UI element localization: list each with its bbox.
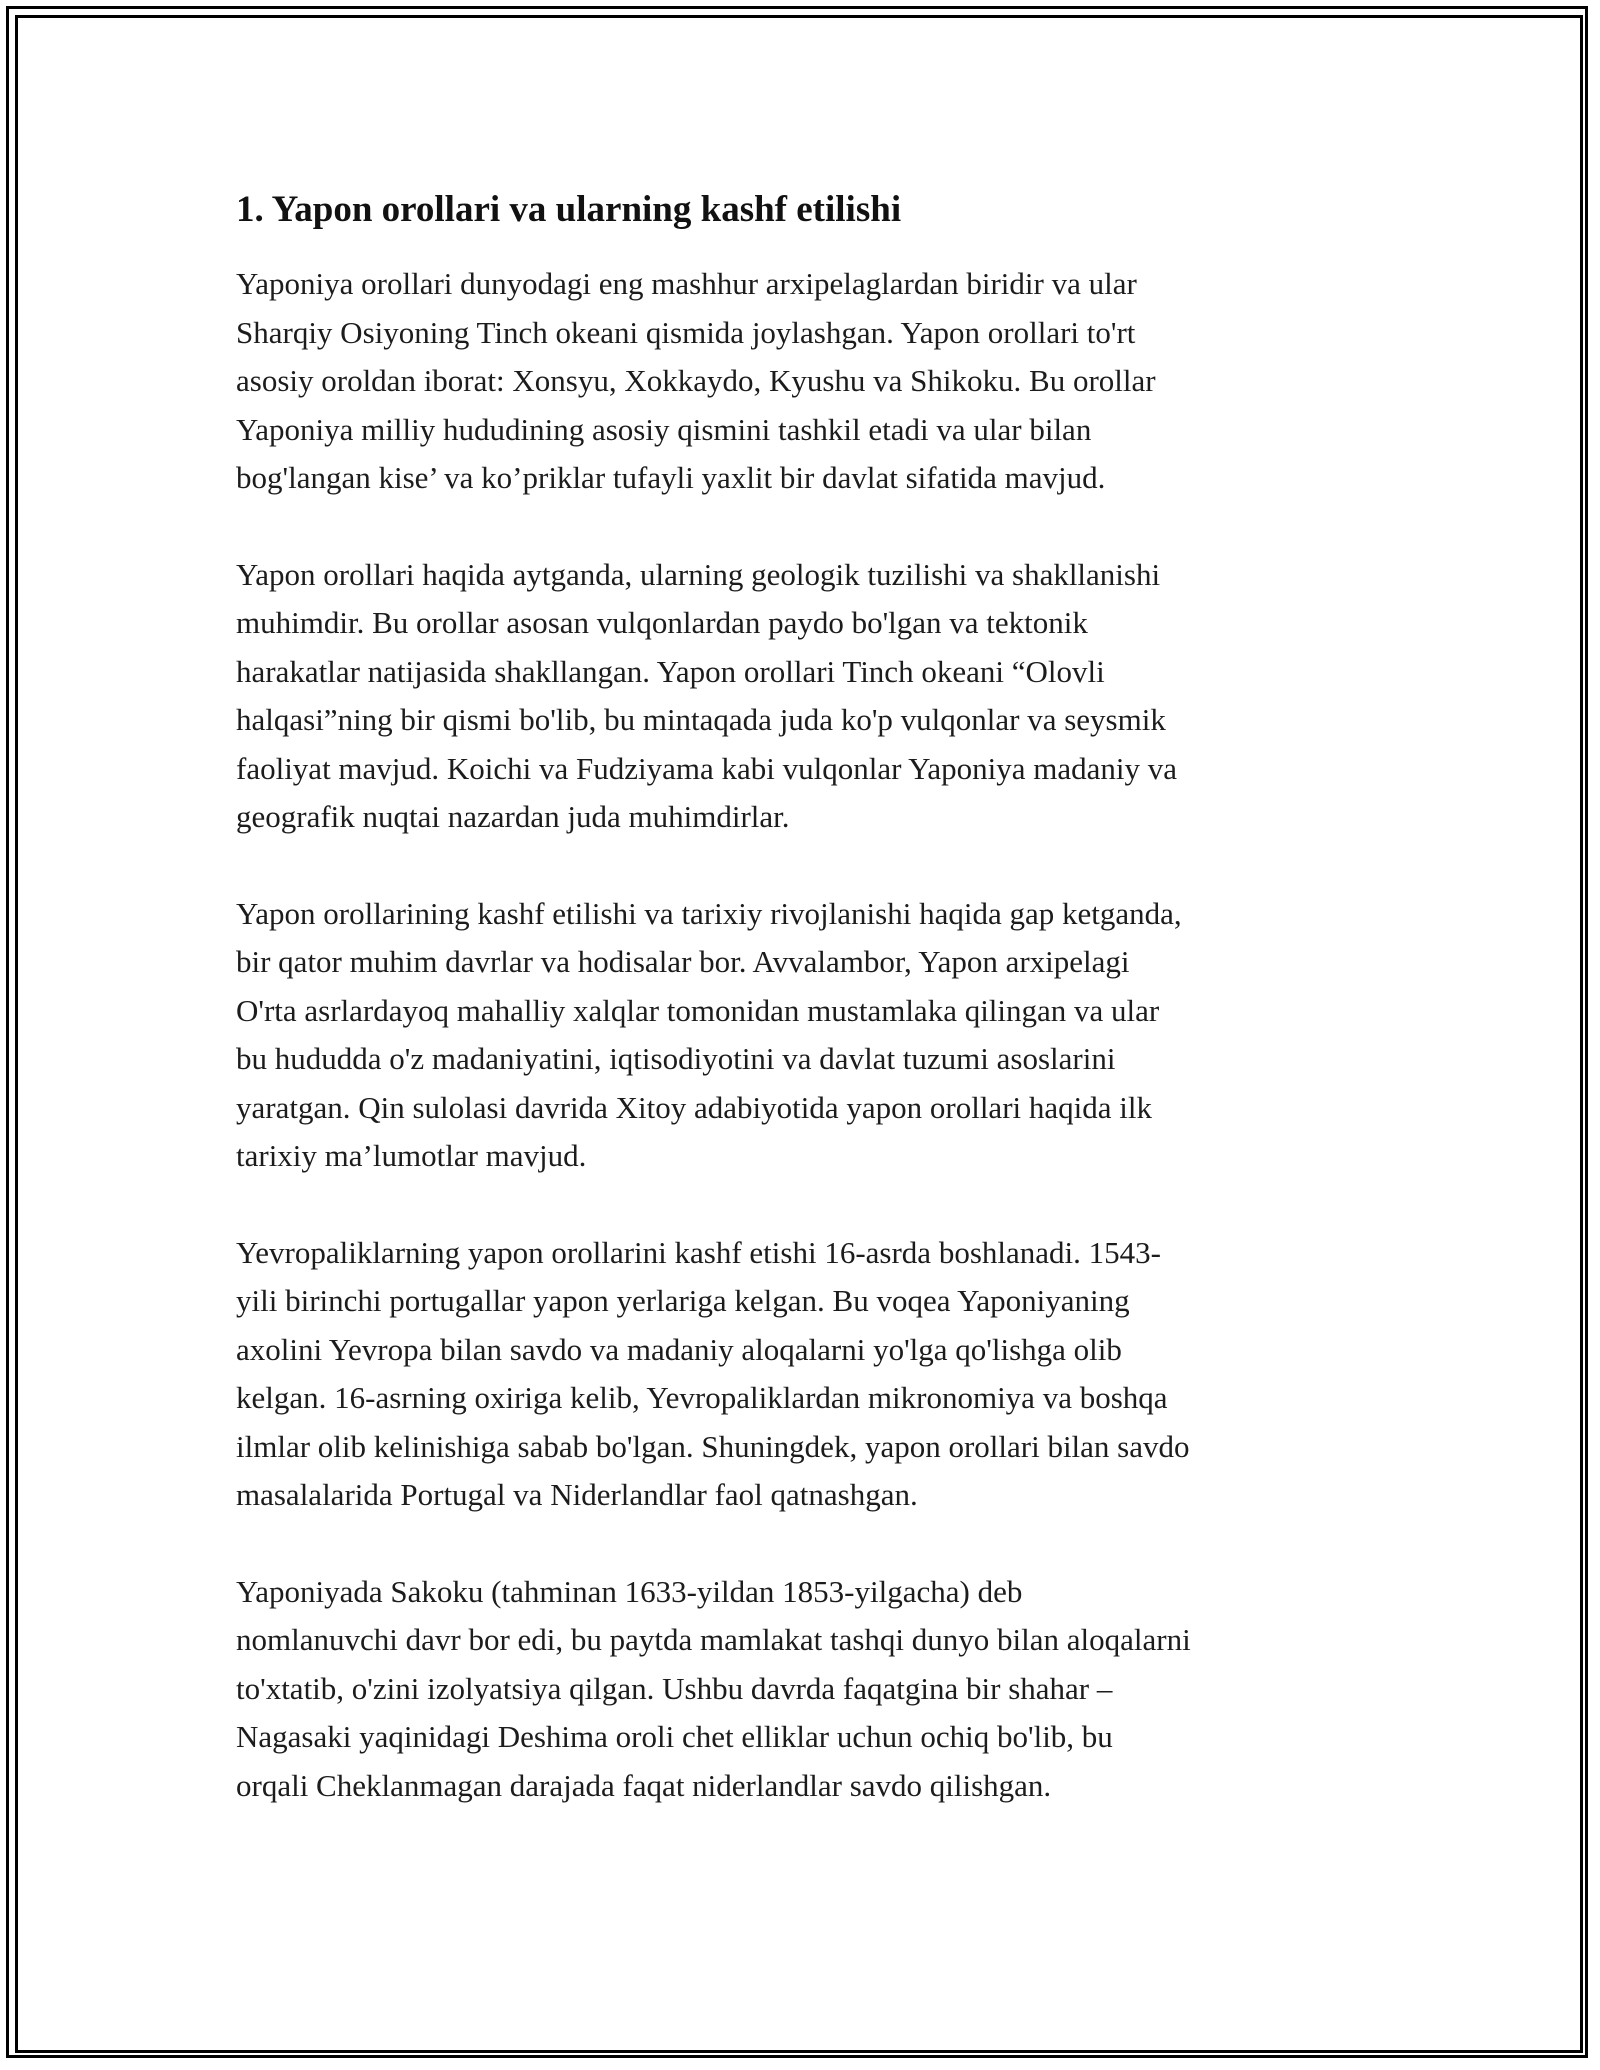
paragraph-line: Sharqiy Osiyoning Tinch okeani qismida joylashgan. Yapon orollari to'rt [236,314,1136,350]
paragraph-line: Yaponiyada Sakoku (tahminan 1633-yildan 1853-yilgacha) deb [236,1573,1023,1609]
paragraph-line: Yapon orollari haqida aytganda, ularning geologik tuzilishi va shakllanishi [236,556,1161,592]
paragraph-line: orqali Cheklanmagan darajada faqat niderlandlar savdo qilishgan. [236,1767,1052,1803]
paragraph-line: bir qator muhim davrlar va hodisalar bor. Avvalambor, Yapon arxipelagi [236,944,1130,979]
paragraph-line: asosiy oroldan iborat: Xonsyu, Xokkaydo, Kyushu va Shikoku. Bu orollar [236,363,1156,398]
paragraph-line: muhimdir. Bu orollar asosan vulqonlardan paydo bo'lgan va tektonik [236,605,1088,640]
paragraph-line: Yaponiya milliy hududining asosiy qismini tashkil etadi va ular bilan [236,411,1092,447]
paragraph [236,551,1386,842]
paragraph-line: halqasi”ning bir qismi bo'lib, bu mintaqada juda ko'p vulqonlar va seysmik [236,702,1166,737]
paragraph [236,260,1386,503]
paragraph-line: yaratgan. Qin sulolasi davrida Xitoy adabiyotida yapon orollari haqida ilk [236,1089,1152,1125]
paragraph-line: harakatlar natijasida shakllangan. Yapon orollari Tinch okeani “Olovli [236,653,1105,689]
paragraph-line: masalalarida Portugal va Niderlandlar faol qatnashgan. [236,1477,918,1512]
paragraph-line: bu hududda o'z madaniyatini, iqtisodiyotini va davlat tuzumi asoslarini [236,1041,1116,1076]
paragraph-line: Yevropaliklarning yapon orollarini kashf etishi 16-asrda boshlanadi. 1543- [236,1234,1161,1270]
document-body [236,186,1386,1858]
paragraph [236,890,1386,1181]
paragraph-line: to'xtatib, o'zini izolyatsiya qilgan. Ushbu davrda faqatgina bir shahar – [236,1670,1113,1706]
paragraph-line: O'rta asrlardayoq mahalliy xalqlar tomonidan mustamlaka qilingan va ular [236,992,1160,1028]
paragraph [236,1568,1386,1811]
paragraph [236,1229,1386,1520]
paragraph-line: Yaponiya orollari dunyodagi eng mashhur arxipelaglardan biridir va ular [236,266,1137,301]
paragraph-line: axolini Yevropa bilan savdo va madaniy aloqalarni yo'lga qo'lishga olib [236,1331,1122,1367]
paragraph-line: yili birinchi portugallar yapon yerlariga kelgan. Bu voqea Yaponiyaning [236,1283,1130,1318]
paragraph-line: geografik nuqtai nazardan juda muhimdirlar. [236,799,790,834]
paragraph-list [236,260,1386,1810]
paragraph-line: kelgan. 16-asrning oxiriga kelib, Yevropaliklardan mikronomiya va boshqa [236,1380,1168,1415]
paragraph-line: faoliyat mavjud. Koichi va Fudziyama kabi vulqonlar Yaponiya madaniy va [236,750,1177,786]
paragraph-line: Yapon orollarining kashf etilishi va tarixiy rivojlanishi haqida gap ketganda, [236,895,1182,931]
paragraph-line: Nagasaki yaqinidagi Deshima oroli chet elliklar uchun ochiq bo'lib, bu [236,1719,1113,1754]
paragraph-line: tarixiy ma’lumotlar mavjud. [236,1138,587,1173]
paragraph-line: nomlanuvchi davr bor edi, bu paytda mamlakat tashqi dunyo bilan aloqalarni [236,1622,1191,1657]
paragraph-line: ilmlar olib kelinishiga sabab bo'lgan. Shuningdek, yapon orollari bilan savdo [236,1428,1190,1464]
paragraph-line: bog'langan kise’ va ko’priklar tufayli yaxlit bir davlat sifatida mavjud. [236,460,1106,495]
section-heading: 1. Yapon orollari va ularning kashf etilishi [236,189,902,230]
